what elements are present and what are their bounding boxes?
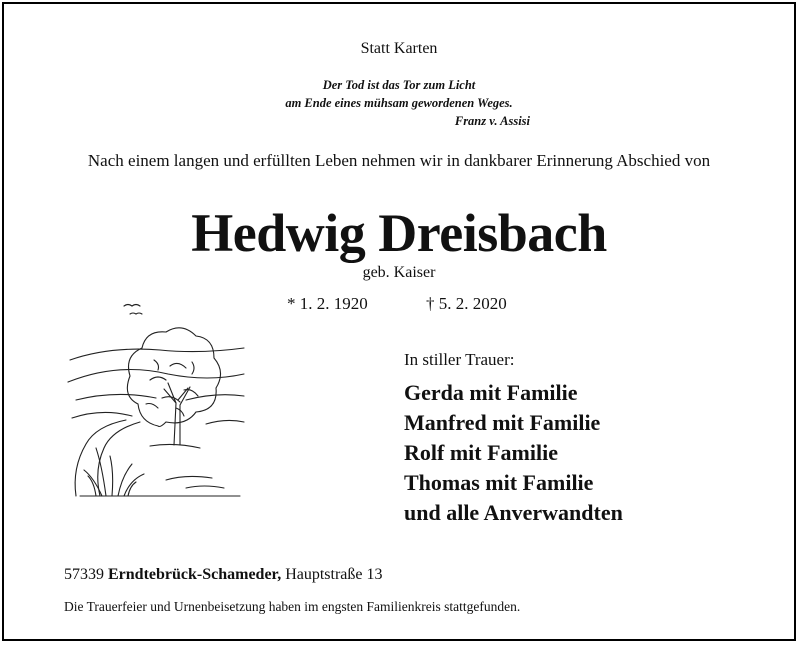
mourner-4: Thomas mit Familie xyxy=(404,470,594,495)
death-date: † 5. 2. 2020 xyxy=(426,294,507,313)
address-street: Hauptstraße 13 xyxy=(285,566,383,583)
address-place: Erndtebrück-Schameder, xyxy=(108,566,282,583)
mourner-1: Gerda mit Familie xyxy=(404,380,578,405)
mourner-2: Manfred mit Familie xyxy=(404,410,601,435)
birth-date: * 1. 2. 1920 xyxy=(287,294,368,313)
header-text: Statt Karten xyxy=(360,40,438,57)
mourner-5: und alle Anverwandten xyxy=(404,500,623,525)
intro-text: Nach einem langen und erfüllten Leben nehmen wir in dankbarer Erinnerung Abschied von xyxy=(87,151,711,170)
quote-line-1: Der Tod ist das Tor zum Licht xyxy=(322,78,476,92)
funeral-note: Die Trauerfeier und Urnenbeisetzung haben im engsten Familienkreis stattgefunden. xyxy=(64,599,521,614)
address-line xyxy=(64,566,383,584)
address-postcode: 57339 xyxy=(64,566,104,583)
quote-line-2: am Ende eines mühsam gewordenen Weges. xyxy=(285,96,513,110)
mourner-3: Rolf mit Familie xyxy=(404,440,558,465)
maiden-name: geb. Kaiser xyxy=(362,264,436,281)
quote-author: Franz v. Assisi xyxy=(454,114,530,128)
deceased-name: Hedwig Dreisbach xyxy=(191,203,607,263)
mourning-heading: In stiller Trauer: xyxy=(404,350,515,369)
obituary-notice xyxy=(2,2,796,641)
tree-landscape-illustration xyxy=(66,300,246,500)
